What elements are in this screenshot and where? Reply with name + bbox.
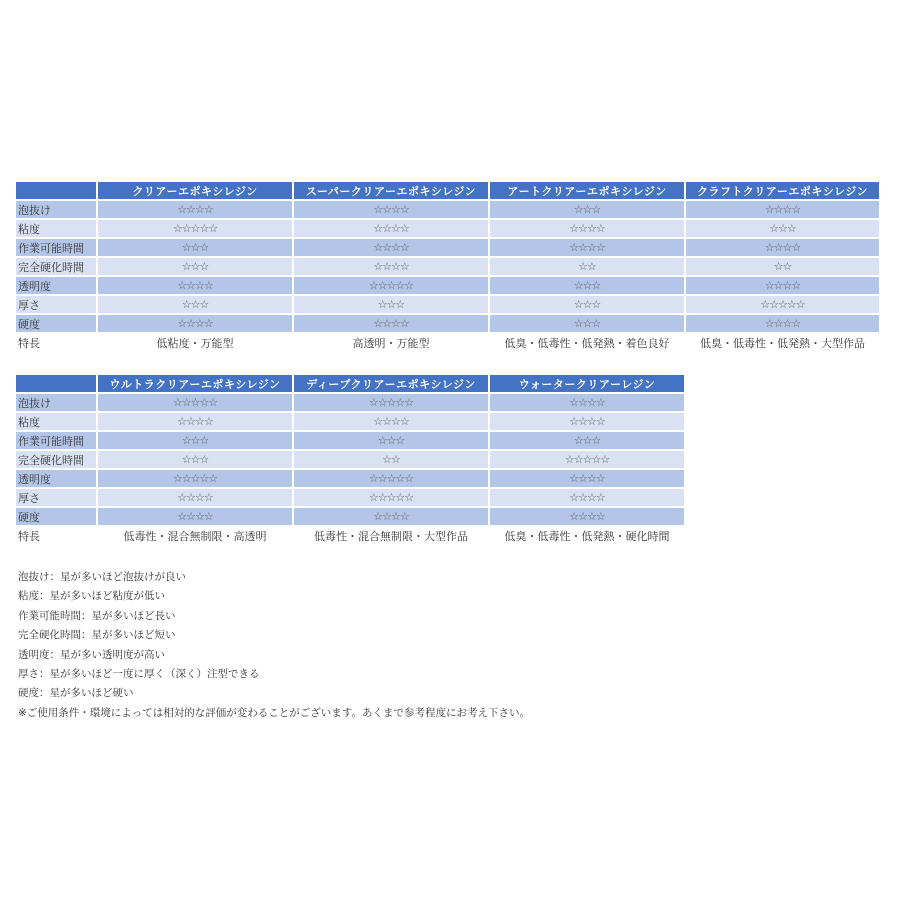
row-label: 作業可能時間: [16, 239, 98, 258]
star-rating: ☆☆☆☆: [98, 277, 294, 296]
star-rating: ☆☆☆☆: [490, 239, 686, 258]
star-rating: ☆☆☆☆: [686, 315, 881, 334]
star-rating: ☆☆☆: [490, 201, 686, 220]
note-line: 作業可能時間：星が多いほど長い: [18, 609, 176, 622]
feature-text: 高透明・万能型: [294, 334, 490, 353]
star-rating: ☆☆☆☆: [294, 315, 490, 334]
column-header: ウルトラクリアーエポキシレジン: [98, 375, 294, 394]
table-row: [16, 489, 686, 508]
note-line: 泡抜け：星が多いほど泡抜けが良い: [18, 571, 186, 583]
star-rating: ☆☆☆: [490, 432, 686, 451]
table-row: [16, 296, 881, 315]
rating-legend-notes: [18, 568, 530, 723]
star-rating: ☆☆☆: [98, 258, 294, 277]
star-rating: ☆☆☆☆: [490, 394, 686, 413]
star-rating: ☆☆☆: [98, 451, 294, 470]
star-rating: ☆☆☆: [490, 296, 686, 315]
table-row: [16, 315, 881, 334]
row-label: 特長: [16, 334, 98, 353]
row-label: 泡抜け: [16, 201, 98, 220]
row-label: 透明度: [16, 277, 98, 296]
star-rating: ☆☆☆☆: [294, 220, 490, 239]
note-line: 粘度：星が多いほど粘度が低い: [18, 590, 165, 603]
row-label: 厚さ: [16, 489, 98, 508]
note-line: 厚さ：星が多いほど一度に厚く（深く）注型できる: [18, 667, 260, 680]
table-row: [16, 277, 881, 296]
table-row: [16, 470, 686, 489]
header-corner: [16, 375, 98, 394]
row-label: 完全硬化時間: [16, 258, 98, 277]
table-row: [16, 239, 881, 258]
table-row: [16, 394, 686, 413]
star-rating: ☆☆☆☆: [98, 508, 294, 527]
note-line: 硬度：星が多いほど硬い: [18, 687, 134, 700]
star-rating: ☆☆☆☆: [490, 508, 686, 527]
star-rating: ☆☆☆: [686, 220, 881, 239]
star-rating: ☆☆☆☆: [490, 220, 686, 239]
star-rating: ☆☆: [686, 258, 881, 277]
table-row: [16, 451, 686, 470]
star-rating: ☆☆☆☆: [686, 201, 881, 220]
star-rating: ☆☆☆☆: [98, 201, 294, 220]
star-rating: ☆☆☆☆: [98, 413, 294, 432]
star-rating: ☆☆☆☆: [98, 489, 294, 508]
star-rating: ☆☆☆☆: [490, 489, 686, 508]
table-row: [16, 334, 881, 353]
star-rating: ☆☆☆☆☆: [98, 220, 294, 239]
table-row: [16, 527, 686, 546]
header-corner: [16, 182, 98, 201]
column-header: ディープクリアーエポキシレジン: [294, 375, 490, 394]
star-rating: ☆☆☆: [294, 432, 490, 451]
column-header: アートクリアーエポキシレジン: [490, 182, 686, 201]
table-row: [16, 201, 881, 220]
row-label: 硬度: [16, 315, 98, 334]
star-rating: ☆☆☆☆: [686, 277, 881, 296]
star-rating: ☆☆☆☆: [686, 239, 881, 258]
row-label: 粘度: [16, 413, 98, 432]
star-rating: ☆☆☆: [98, 239, 294, 258]
star-rating: ☆☆: [294, 451, 490, 470]
feature-text: 低臭・低毒性・低発熱・大型作品: [686, 334, 881, 353]
table-header-row: [16, 375, 686, 394]
star-rating: ☆☆☆☆: [490, 470, 686, 489]
star-rating: ☆☆☆: [490, 315, 686, 334]
star-rating: ☆☆☆: [490, 277, 686, 296]
star-rating: ☆☆: [490, 258, 686, 277]
star-rating: ☆☆☆☆☆: [98, 470, 294, 489]
star-rating: ☆☆☆: [98, 296, 294, 315]
star-rating: ☆☆☆☆☆: [294, 277, 490, 296]
table-row: [16, 220, 881, 239]
row-label: 泡抜け: [16, 394, 98, 413]
star-rating: ☆☆☆☆☆: [294, 394, 490, 413]
star-rating: ☆☆☆☆☆: [294, 489, 490, 508]
column-header: スーパークリアーエポキシレジン: [294, 182, 490, 201]
star-rating: ☆☆☆☆: [294, 239, 490, 258]
star-rating: ☆☆☆: [98, 432, 294, 451]
table-header-row: [16, 182, 881, 201]
star-rating: ☆☆☆: [294, 296, 490, 315]
row-label: 完全硬化時間: [16, 451, 98, 470]
note-line: 透明度：星が多い透明度が高い: [18, 648, 165, 661]
feature-text: 低粘度・万能型: [98, 334, 294, 353]
star-rating: ☆☆☆☆: [294, 201, 490, 220]
table-row: [16, 258, 881, 277]
star-rating: ☆☆☆☆☆: [686, 296, 881, 315]
star-rating: ☆☆☆☆: [294, 413, 490, 432]
table-row: [16, 508, 686, 527]
feature-text: 低臭・低毒性・低発熱・着色良好: [490, 334, 686, 353]
row-label: 粘度: [16, 220, 98, 239]
row-label: 特長: [16, 527, 98, 546]
row-label: 硬度: [16, 508, 98, 527]
star-rating: ☆☆☆☆☆: [98, 394, 294, 413]
resin-comparison-table-2: [16, 375, 686, 546]
disclaimer-note: ※ご使用条件・環境によっては相対的な評価が変わることがございます。あくまで参考程度にお考え下さい。: [18, 706, 530, 719]
row-label: 透明度: [16, 470, 98, 489]
column-header: ウォータークリアーレジン: [490, 375, 686, 394]
feature-text: 低毒性・混合無制限・大型作品: [294, 527, 490, 546]
row-label: 作業可能時間: [16, 432, 98, 451]
resin-comparison-table-1: [16, 182, 881, 353]
row-label: 厚さ: [16, 296, 98, 315]
table-row: [16, 432, 686, 451]
column-header: クラフトクリアーエポキシレジン: [686, 182, 881, 201]
table-row: [16, 413, 686, 432]
feature-text: 低臭・低毒性・低発熱・硬化時間: [490, 527, 686, 546]
star-rating: ☆☆☆☆☆: [490, 451, 686, 470]
column-header: クリアーエポキシレジン: [98, 182, 294, 201]
star-rating: ☆☆☆☆: [490, 413, 686, 432]
star-rating: ☆☆☆☆: [294, 258, 490, 277]
star-rating: ☆☆☆☆☆: [294, 470, 490, 489]
star-rating: ☆☆☆☆: [98, 315, 294, 334]
feature-text: 低毒性・混合無制限・高透明: [98, 527, 294, 546]
note-line: 完全硬化時間：星が多いほど短い: [18, 629, 176, 642]
star-rating: ☆☆☆☆: [294, 508, 490, 527]
